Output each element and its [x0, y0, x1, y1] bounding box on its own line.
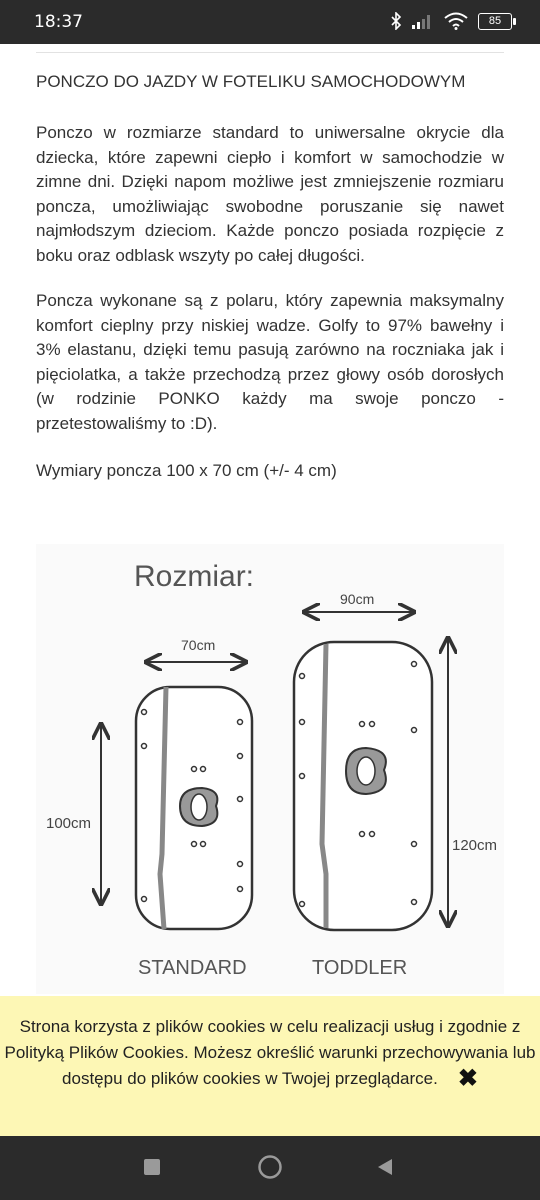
toddler-width-label: 90cm	[340, 591, 375, 607]
divider	[36, 52, 504, 53]
status-time: 18:37	[34, 12, 83, 32]
size-heading: Rozmiar:	[134, 560, 255, 593]
close-icon[interactable]: ✖	[457, 1065, 478, 1092]
description-paragraph-2: Poncza wykonane są z polaru, który zapewnia maksymalny komfort cieplny przy niskiej wadze. Golfy to 97% bawełny i 3% elastanu, dzięki temu pasują zarówno na roczniaka jak i pięciolatka, a także przechodzą przez głowy osób dorosłych (w rodzinie PONKO każdy ma swoje ponczo - przetestowaliśmy to :D).	[36, 291, 504, 433]
standard-height-label: 100cm	[46, 815, 92, 832]
navigation-bar	[0, 1136, 540, 1200]
cookie-text: Strona korzysta z plików cookies w celu realizacji usług i zgodnie z Polityką Plików Cookies. Możesz określić warunki przechowywania lub dostępu do plików cookies w Twojej przeglądarce.	[4, 1017, 536, 1088]
standard-width-label: 70cm	[181, 637, 216, 653]
bluetooth-icon	[390, 12, 402, 30]
wifi-icon	[444, 12, 468, 30]
dimensions-text: Wymiary poncza 100 x 70 cm (+/- 4 cm)	[36, 461, 337, 480]
size-chart-image	[36, 544, 504, 994]
standard-label: STANDARD	[138, 957, 247, 979]
cookie-banner	[0, 996, 540, 1136]
recent-apps-icon[interactable]	[143, 1158, 161, 1176]
status-icons	[390, 12, 512, 30]
product-description	[36, 68, 504, 484]
product-title: PONCZO DO JAZDY W FOTELIKU SAMOCHODOWYM	[36, 72, 466, 91]
cookie-message	[0, 1014, 540, 1092]
toddler-label: TODDLER	[312, 957, 408, 979]
battery-icon: 85	[478, 13, 512, 30]
toddler-height-label: 120cm	[452, 837, 498, 854]
status-bar	[0, 0, 540, 44]
home-icon[interactable]	[257, 1154, 283, 1180]
signal-icon	[412, 13, 434, 29]
back-icon[interactable]	[376, 1158, 394, 1176]
description-paragraph-1: Ponczo w rozmiarze standard to uniwersalne okrycie dla dziecka, które zapewni ciepło i komfort w samochodzie w zimne dni. Dzięki napom możliwe jest zmniejszenie rozmiaru poncza, umożliwiając swobodne poruszanie się nawet najmłodszym dzieciom. Każde ponczo posiada rozpięcie z boku oraz odblask wszyty po całej długości.	[36, 123, 504, 265]
